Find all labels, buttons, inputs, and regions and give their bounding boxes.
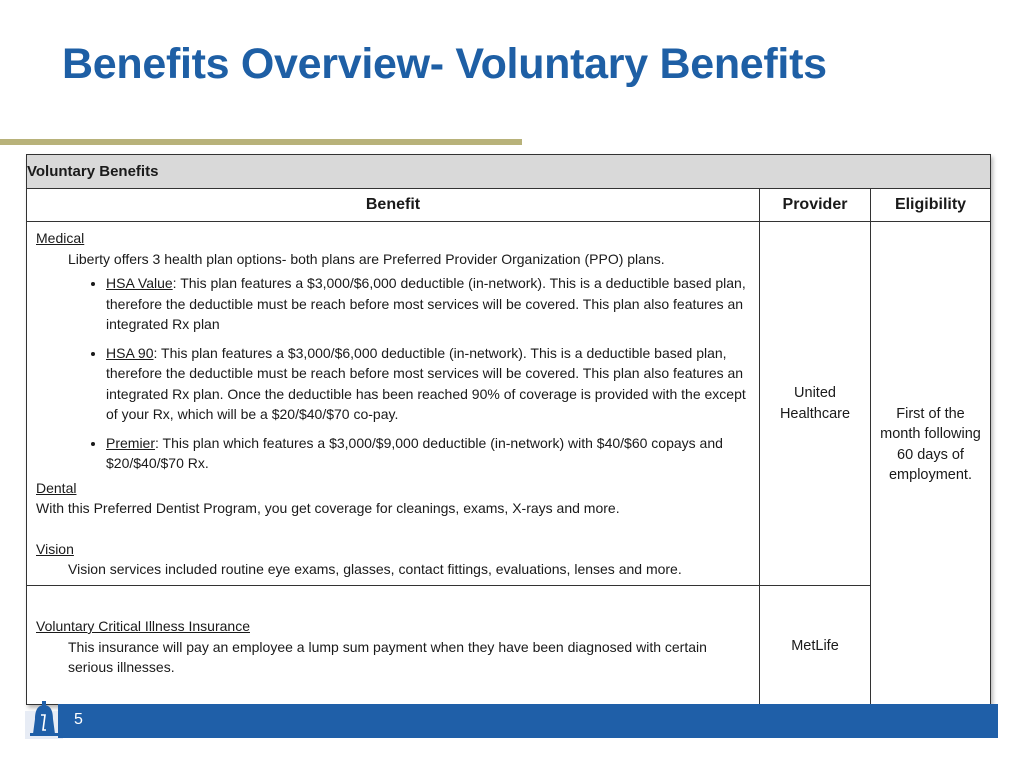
eligibility-cell [871,222,991,705]
plan-name-hsa-value: HSA Value [106,275,173,291]
table-row [27,222,991,586]
column-header-eligibility: Eligibility [871,189,991,222]
page-title: Benefits Overview- Voluntary Benefits [62,40,827,88]
eligibility-text: First of the month following 60 days of employment. [880,405,981,484]
vision-text: Vision services included routine eye exams, glasses, contact fittings, evaluations, lenses and more. [68,561,682,577]
provider-medical [760,222,871,586]
medical-dental-vision-cell [27,222,760,586]
list-item [106,433,749,474]
critical-illness-text: This insurance will pay an employee a lump sum payment when they have been diagnosed with certain serious illnesses. [68,638,707,675]
column-header-provider: Provider [760,189,871,222]
critical-illness-cell [27,586,760,705]
dental-heading: Dental [36,479,77,496]
list-item [106,343,749,425]
plan-name-hsa-90: HSA 90 [106,344,154,361]
provider-critical-illness: MetLife [760,586,871,705]
dental-text: With this Preferred Dentist Program, you get coverage for cleanings, exams, X-rays and more. [36,500,620,516]
critical-illness-heading: Voluntary Critical Illness Insurance [36,618,250,634]
provider-medical-text: United Healthcare [779,385,851,422]
table-header-row [27,155,991,189]
list-item [106,273,749,335]
table-header-title: Voluntary Benefits [27,155,991,189]
vision-heading: Vision [36,540,74,557]
column-header-row [27,189,991,222]
medical-plan-list [36,273,749,474]
footer-bar [58,704,998,738]
page-number: 5 [74,711,83,728]
column-header-benefit: Benefit [27,189,760,222]
medical-intro: Liberty offers 3 health plan options- both plans are Preferred Provider Organization (PPO) plans. [68,250,665,267]
benefits-table [26,154,991,705]
title-accent-line [0,139,522,145]
plan-desc-hsa-value: : This plan features a $3,000/$6,000 deductible (in-network). This is a deductible based plan, therefore the deductible must be reach before most services will be covered. This plan also features an integrated Rx plan [106,275,746,332]
plan-name-premier: Premier [106,434,156,451]
plan-desc-hsa-90: : This plan features a $3,000/$6,000 deductible (in-network). This is a deductible based plan, therefore the deductible must be reach before most services will be covered. This plan also features an integrated Rx plan. Once the deductible has been reached 90% of coverage is provided with the except of your Rx, which will be a $20/$40/$70 co-pay. [106,344,746,422]
medical-heading: Medical [36,230,85,246]
table-row [27,586,991,705]
plan-desc-premier: : This plan which features a $3,000/$9,000 deductible (in-network) with $40/$60 copays and $20/$40/$70 Rx. [106,434,723,471]
